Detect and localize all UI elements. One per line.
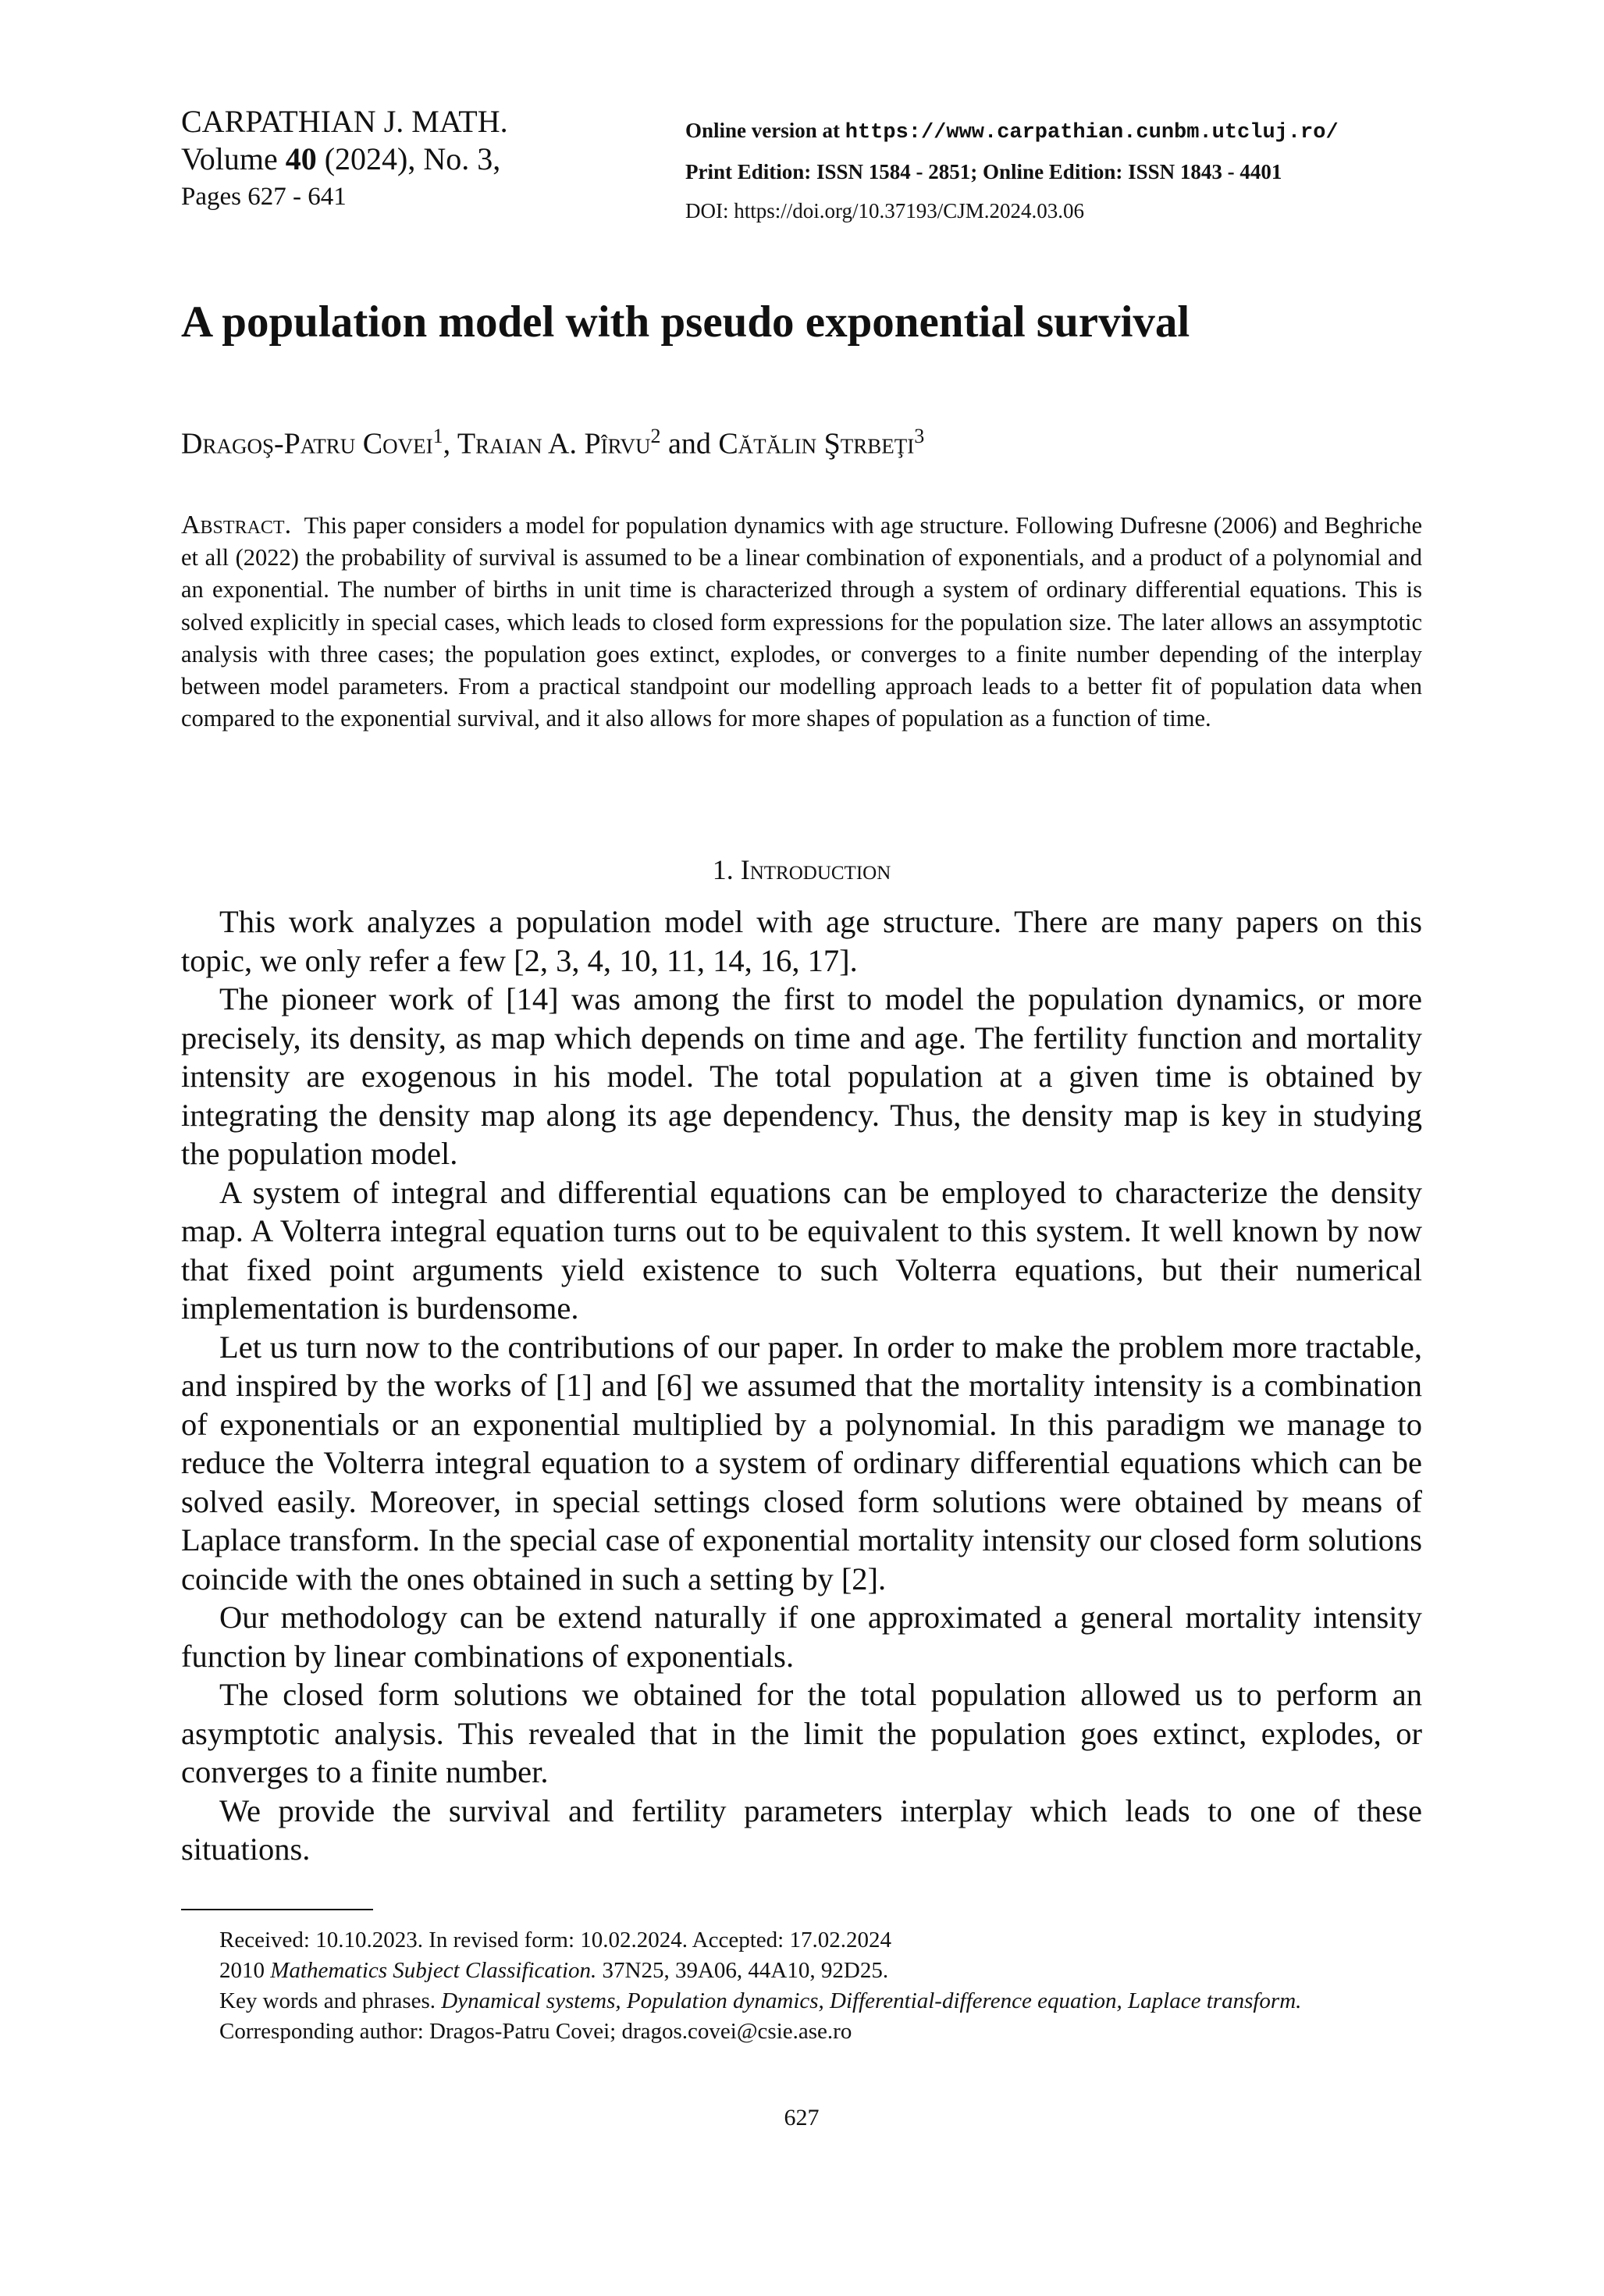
- online-label: Online version at: [685, 119, 845, 142]
- journal-name: CARPATHIAN J. MATH.: [181, 104, 508, 139]
- page-number: 627: [784, 2105, 820, 2130]
- paragraph: A system of integral and differential equations can be employed to characterize the density map. A Volterra integral equation turns out to be equivalent to this system. It well known by now that fixed point arguments yield existence to such Volterra equations, but their numerical implementation is burdensome.: [181, 1174, 1422, 1326]
- footnote-corresponding: Corresponding author: Dragos-Patru Covei; dragos.covei@csie.ase.ro: [219, 2019, 852, 2044]
- abstract: [181, 509, 1422, 735]
- footnote-received: Received: 10.10.2023. In revised form: 10.02.2024. Accepted: 17.02.2024: [219, 1928, 891, 1952]
- footnote-rule: [181, 1909, 373, 1910]
- author-2: Traian A. Pîrvu: [457, 427, 651, 461]
- journal-volume: [181, 141, 508, 178]
- volume-prefix: Volume: [181, 141, 286, 176]
- footnote-msc: [181, 1956, 1422, 1986]
- paragraph: We provide the survival and fertility parameters interplay which leads to one of these situations.: [181, 1792, 1422, 1867]
- print-edition: Print Edition: ISSN 1584 - 2851; Online Edition: ISSN 1843 - 4401: [685, 160, 1282, 183]
- body-text: [181, 902, 1422, 1869]
- paragraph: This work analyzes a population model with age structure. There are many papers on this topic, we only refer a few [2, 3, 4, 10, 11, 14, 16, 17].: [181, 904, 1422, 978]
- volume-suffix: (2024), No. 3,: [316, 141, 501, 176]
- msc-label: Mathematics Subject Classification.: [270, 1958, 597, 1983]
- section-number: 1.: [712, 854, 734, 885]
- author-3-sup: 3: [914, 425, 925, 447]
- author-line: [181, 418, 924, 463]
- author-separator: ,: [443, 427, 457, 461]
- paragraph: Our methodology can be extend naturally if one approximated a general mortality intensity function by linear combinations of exponentials.: [181, 1600, 1422, 1674]
- msc-codes: 37N25, 39A06, 44A10, 92D25.: [596, 1958, 889, 1983]
- paragraph: The pioneer work of [14] was among the first to model the population dynamics, or more precisely, its density, as map which depends on time and age. The fertility function and mortality intensity are exogenous in his model. The total population at a given time is obtained by integrating the density map along its age dependency. Thus, the density map is key in studying the population model.: [181, 981, 1422, 1171]
- author-2-sup: 2: [650, 425, 661, 447]
- abstract-text: This paper considers a model for population dynamics with age structure. Following Dufresne (2006) and Beghriche et all (2022) the probability of survival is assumed to be a linear combination of exponentials, and a product of a polynomial and an exponential. The number of births in unit time is characterized through a system of ordinary differential equations. This is solved explicitly in special cases, which leads to closed form expressions for the population size. The later allows an assymptotic analysis with three cases; the population goes extinct, explodes, or converges to a finite number depending of the interplay between model parameters. From a practical standpoint our modelling approach leads to a better fit of population data when compared to the exponential survival, and it also allows for more shapes of population as a function of time.: [181, 512, 1422, 732]
- journal-info: [181, 103, 508, 215]
- online-version: [685, 111, 1339, 152]
- paragraph: Let us turn now to the contributions of our paper. In order to make the problem more tractable, and inspired by the works of [1] and [6] we assumed that the mortality intensity is a combination of exponentials or an exponential multiplied by a polynomial. In this paradigm we manage to reduce the Volterra integral equation to a system of ordinary differential equations which can be solved easily. Moreover, in special settings closed form solutions were obtained by means of Laplace transform. In the special case of exponential mortality intensity our closed form solutions coincide with the ones obtained in such a setting by [2].: [181, 1329, 1422, 1597]
- footnotes: [181, 1925, 1422, 2047]
- volume-number: 40: [285, 141, 317, 176]
- msc-year: 2010: [219, 1958, 271, 1983]
- paper-title: A population model with pseudo exponential survival: [181, 297, 1190, 347]
- journal-pages: Pages 627 - 641: [181, 183, 347, 211]
- author-1: Dragoş-Patru Covei: [181, 427, 433, 461]
- author-3: Cătălin Ştrbeţi: [718, 427, 915, 461]
- footnote-keywords: [181, 1986, 1422, 2017]
- doi-link[interactable]: DOI: https://doi.org/10.37193/CJM.2024.03.06: [685, 199, 1085, 222]
- edition-info: [685, 111, 1339, 230]
- author-1-sup: 1: [432, 425, 443, 447]
- paragraph: The closed form solutions we obtained for the total population allowed us to perform an asymptotic analysis. This revealed that in the limit the population goes extinct, explodes, or converges to a finite number.: [181, 1677, 1422, 1789]
- section-heading: [181, 853, 1422, 887]
- abstract-label: Abstract.: [181, 511, 292, 539]
- online-url-link[interactable]: https://www.carpathian.cunbm.utcluj.ro/: [845, 121, 1339, 144]
- keywords-label: Key words and phrases.: [219, 1988, 442, 2013]
- section-title: Introduction: [740, 854, 891, 885]
- author-and: and: [660, 427, 719, 461]
- keywords: Dynamical systems, Population dynamics, Differential-difference equation, Laplace transform.: [441, 1988, 1302, 2013]
